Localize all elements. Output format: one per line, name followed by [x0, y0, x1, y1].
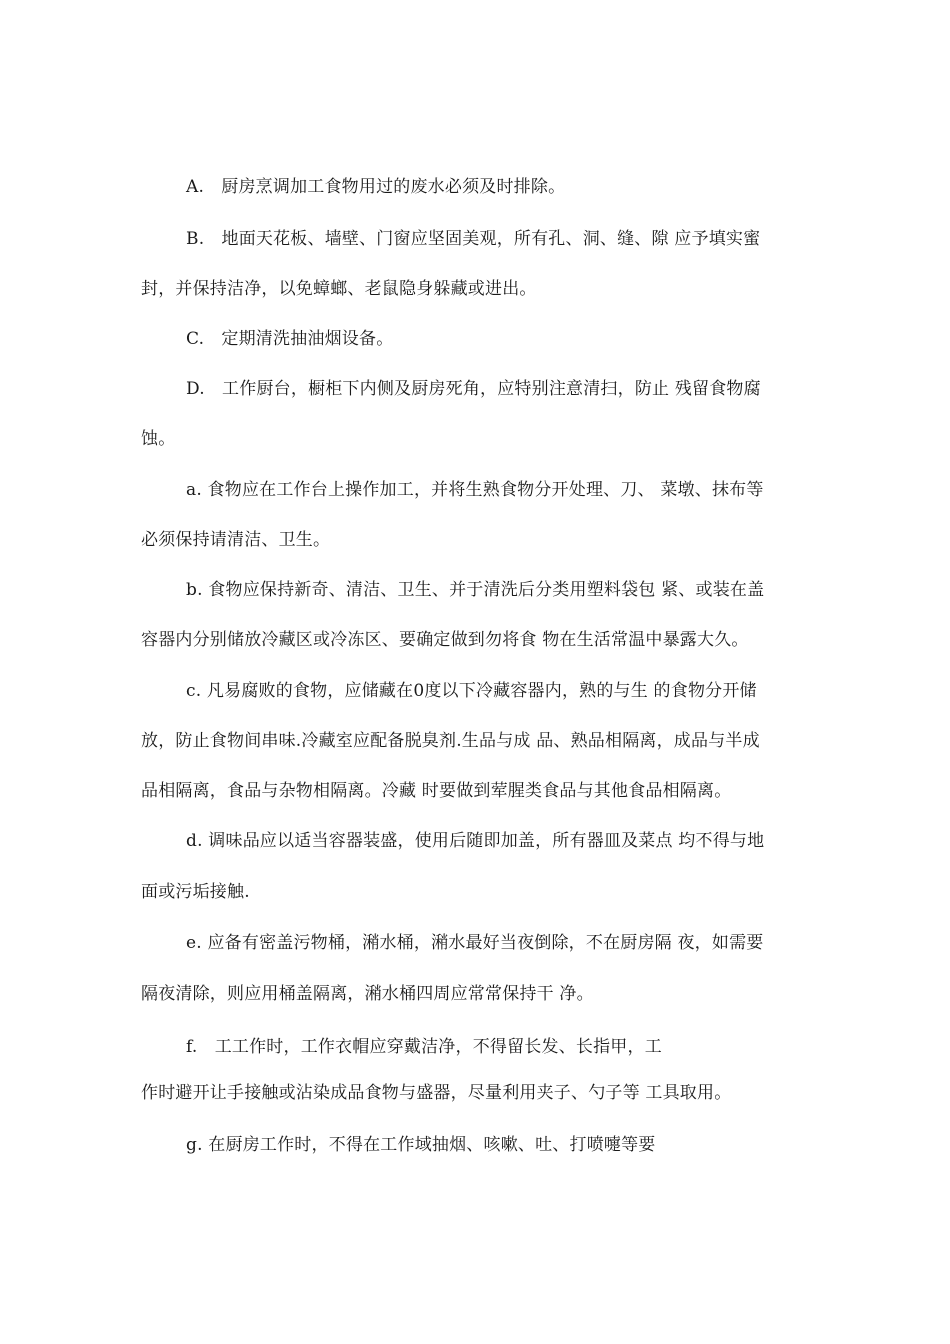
paragraph-b-upper-line-2: 封，并保持洁净，以免蟑螂、老鼠隐身躲藏或进出。 — [141, 279, 537, 299]
paragraph-d-upper-line-1: D. 工作厨台，橱柜下内侧及厨房死角，应特别注意清扫，防止 残留食物腐 — [186, 379, 761, 399]
paragraph-c-lower-line-2: 放，防止食物间串味.冷藏室应配备脱臭剂.生品与成 品、熟品相隔离，成品与半成 — [141, 731, 760, 751]
paragraph-a-lower-line-2: 必须保持请清洁、卫生。 — [141, 530, 331, 550]
paragraph-b-lower-line-2: 容器内分别储放冷藏区或冷冻区、要确定做到勿将食 物在生活常温中暴露大久。 — [141, 630, 749, 650]
paragraph-a-lower-line-1: a. 食物应在工作台上操作加工，并将生熟食物分开处理、刀、 菜墩、抹布等 — [186, 480, 764, 500]
paragraph-d-upper-line-2: 蚀。 — [141, 429, 176, 449]
paragraph-c-lower-line-1: c. 凡易腐败的食物，应储藏在0度以下冷藏容器内，熟的与生 的食物分开储 — [186, 681, 757, 701]
paragraph-c-upper-line-1: C. 定期清洗抽油烟设备。 — [186, 329, 394, 349]
paragraph-a-upper-line-1: A. 厨房烹调加工食物用过的废水必须及时排除。 — [186, 177, 566, 197]
paragraph-b-lower-line-1: b. 食物应保持新奇、清洁、卫生、并于清洗后分类用塑料袋包 紧、或装在盖 — [186, 580, 765, 600]
paragraph-e-lower-line-2: 隔夜清除，则应用桶盖隔离，潲水桶四周应常常保持干 净。 — [141, 984, 594, 1004]
paragraph-d-lower-line-1: d. 调味品应以适当容器装盛，使用后随即加盖，所有器皿及菜点 均不得与地 — [186, 831, 765, 851]
paragraph-b-upper-line-1: B. 地面天花板、墙壁、门窗应坚固美观，所有孔、洞、缝、隙 应予填实蜜 — [186, 229, 761, 249]
paragraph-f-lower-line-2: 作时避开让手接触或沾染成品食物与盛器，尽量利用夹子、勺子等 工具取用。 — [141, 1083, 732, 1103]
paragraph-g-lower-line-1: g. 在厨房工作时，不得在工作域抽烟、咳嗽、吐、打喷嚏等要 — [186, 1135, 656, 1155]
paragraph-f-lower-line-1: f. 工工作时，工作衣帽应穿戴洁净，不得留长发、长指甲，工 — [186, 1037, 662, 1057]
paragraph-d-lower-line-2: 面或污垢接触. — [141, 882, 250, 902]
paragraph-e-lower-line-1: e. 应备有密盖污物桶，潲水桶，潲水最好当夜倒除，不在厨房隔 夜，如需要 — [186, 933, 764, 953]
paragraph-c-lower-line-3: 品相隔离，食品与杂物相隔离。冷藏 时要做到荤腥类食品与其他食品相隔离。 — [141, 781, 732, 801]
